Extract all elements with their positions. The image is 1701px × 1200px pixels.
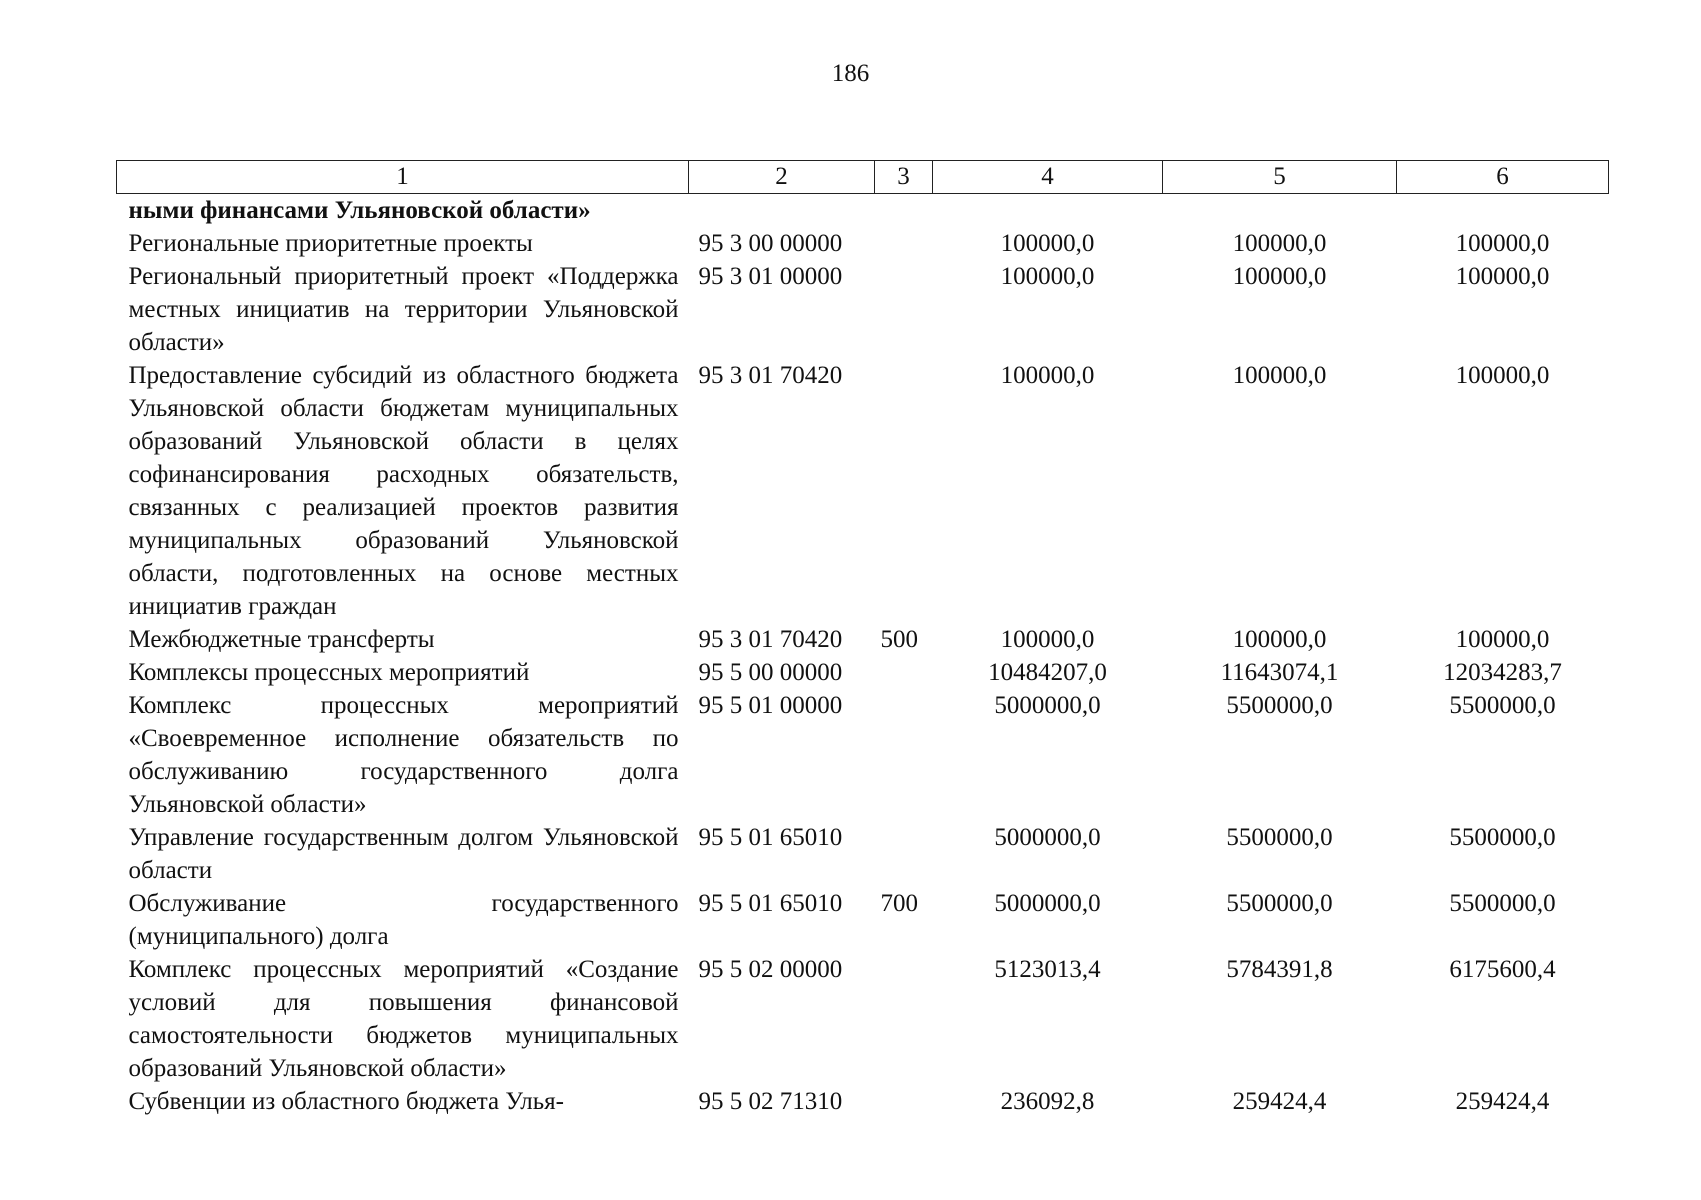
row-code-cell: 95 5 02 71310 [698,1088,843,1115]
row-year2-cell: 5500000,0 [1226,824,1333,851]
row-code-cell: 95 5 00 00000 [698,659,843,686]
table-row [117,227,1609,260]
row-year1-cell: 100000,0 [1000,263,1095,290]
row-name-cell: Комплекс процессных мероприятий «Своевременное исполнение обязательств по обслуживанию государственного долга Ульяновской области» [128,692,679,818]
row-year1-cell: 100000,0 [1000,626,1095,653]
table-row [117,689,1609,821]
table-row [117,953,1609,1085]
row-year1-cell: 100000,0 [1000,362,1095,389]
budget-table-container [116,160,1608,1118]
row-year2-cell: 100000,0 [1232,263,1327,290]
row-code-cell [689,194,875,228]
row-name-cell: Управление государственным долгом Ульяновской области [128,824,679,884]
row-type-cell: 500 [880,626,918,653]
row-year1-cell: 100000,0 [1000,230,1095,257]
header-col-1: 1 [117,161,689,194]
row-type-cell [875,1085,933,1118]
row-type-cell [875,194,933,228]
row-type-cell [875,953,933,1085]
row-name-cell: Комплексы процессных мероприятий [128,659,530,686]
row-year1-cell: 5123013,4 [994,956,1101,983]
row-year2-cell: 100000,0 [1232,230,1327,257]
header-col-2: 2 [689,161,875,194]
header-col-4: 4 [933,161,1163,194]
row-year1-cell [933,194,1163,228]
row-year1-cell: 5000000,0 [994,890,1101,917]
row-year2-cell: 11643074,1 [1220,659,1339,686]
header-col-5: 5 [1163,161,1397,194]
row-name-cell: Региональный приоритетный проект «Поддержка местных инициатив на территории Ульяновской области» [128,263,679,356]
row-type-cell [875,821,933,887]
row-year3-cell: 5500000,0 [1449,890,1556,917]
row-year1-cell: 5000000,0 [994,824,1101,851]
table-row [117,887,1609,953]
table-row [117,623,1609,656]
header-col-6: 6 [1397,161,1609,194]
row-type-cell [875,227,933,260]
row-year3-cell: 5500000,0 [1449,692,1556,719]
row-name-cell: Комплекс процессных мероприятий «Создание условий для повышения финансовой самостоятельности бюджетов муниципальных образований Ульяновской области» [128,956,679,1082]
table-row [117,359,1609,623]
row-year3-cell: 6175600,4 [1449,956,1556,983]
table-row [117,260,1609,359]
row-code-cell: 95 5 02 00000 [698,956,843,983]
row-name-cell: Обслуживание государственного (муниципального) долга [128,890,679,950]
row-code-cell: 95 3 01 00000 [698,263,843,290]
row-type-cell [875,656,933,689]
budget-table [116,160,1609,1118]
row-type-cell [875,359,933,623]
row-year2-cell: 5784391,8 [1226,956,1333,983]
row-year2-cell: 259424,4 [1232,1088,1327,1115]
row-type-cell [875,689,933,821]
row-year1-cell: 10484207,0 [988,659,1107,686]
table-row [117,821,1609,887]
row-name-cell: Региональные приоритетные проекты [128,230,533,257]
row-year2-cell: 100000,0 [1232,362,1327,389]
row-year3-cell: 12034283,7 [1443,659,1562,686]
row-code-cell: 95 5 01 00000 [698,692,843,719]
row-year3-cell: 100000,0 [1455,362,1550,389]
row-name-cell: Межбюджетные трансферты [128,626,435,653]
table-row [117,194,1609,228]
row-type-cell [875,260,933,359]
row-code-cell: 95 5 01 65010 [698,890,843,917]
row-year2-cell [1163,194,1397,228]
table-row [117,1085,1609,1118]
row-code-cell: 95 3 00 00000 [698,230,843,257]
row-year3-cell: 100000,0 [1455,626,1550,653]
row-type-cell: 700 [880,890,918,917]
header-col-3: 3 [875,161,933,194]
row-code-cell: 95 3 01 70420 [698,626,843,653]
row-year3-cell: 5500000,0 [1449,824,1556,851]
row-name-cell: Субвенции из областного бюджета Улья- [128,1088,564,1115]
row-year1-cell: 236092,8 [1000,1088,1095,1115]
row-year3-cell: 100000,0 [1455,230,1550,257]
row-year2-cell: 5500000,0 [1226,692,1333,719]
row-year3-cell: 259424,4 [1455,1088,1550,1115]
row-year1-cell: 5000000,0 [994,692,1101,719]
table-header-row [117,161,1609,194]
page-number: 186 [831,60,870,87]
row-year2-cell: 100000,0 [1232,626,1327,653]
row-code-cell: 95 5 01 65010 [698,824,843,851]
row-year3-cell [1397,194,1609,228]
row-year2-cell: 5500000,0 [1226,890,1333,917]
row-year3-cell: 100000,0 [1455,263,1550,290]
row-name-cell: Предоставление субсидий из областного бюджета Ульяновской области бюджетам муниципальных образований Ульяновской области в целях софинансирования расходных обязательств, связанных с реализацией проектов развития муниципальных образований Ульяновской области, подготовленных на основе местных инициатив граждан [128,362,679,620]
table-row [117,656,1609,689]
table-body [117,194,1609,1119]
row-code-cell: 95 3 01 70420 [698,362,843,389]
row-name-cell: ными финансами Ульяновской области» [128,197,591,224]
